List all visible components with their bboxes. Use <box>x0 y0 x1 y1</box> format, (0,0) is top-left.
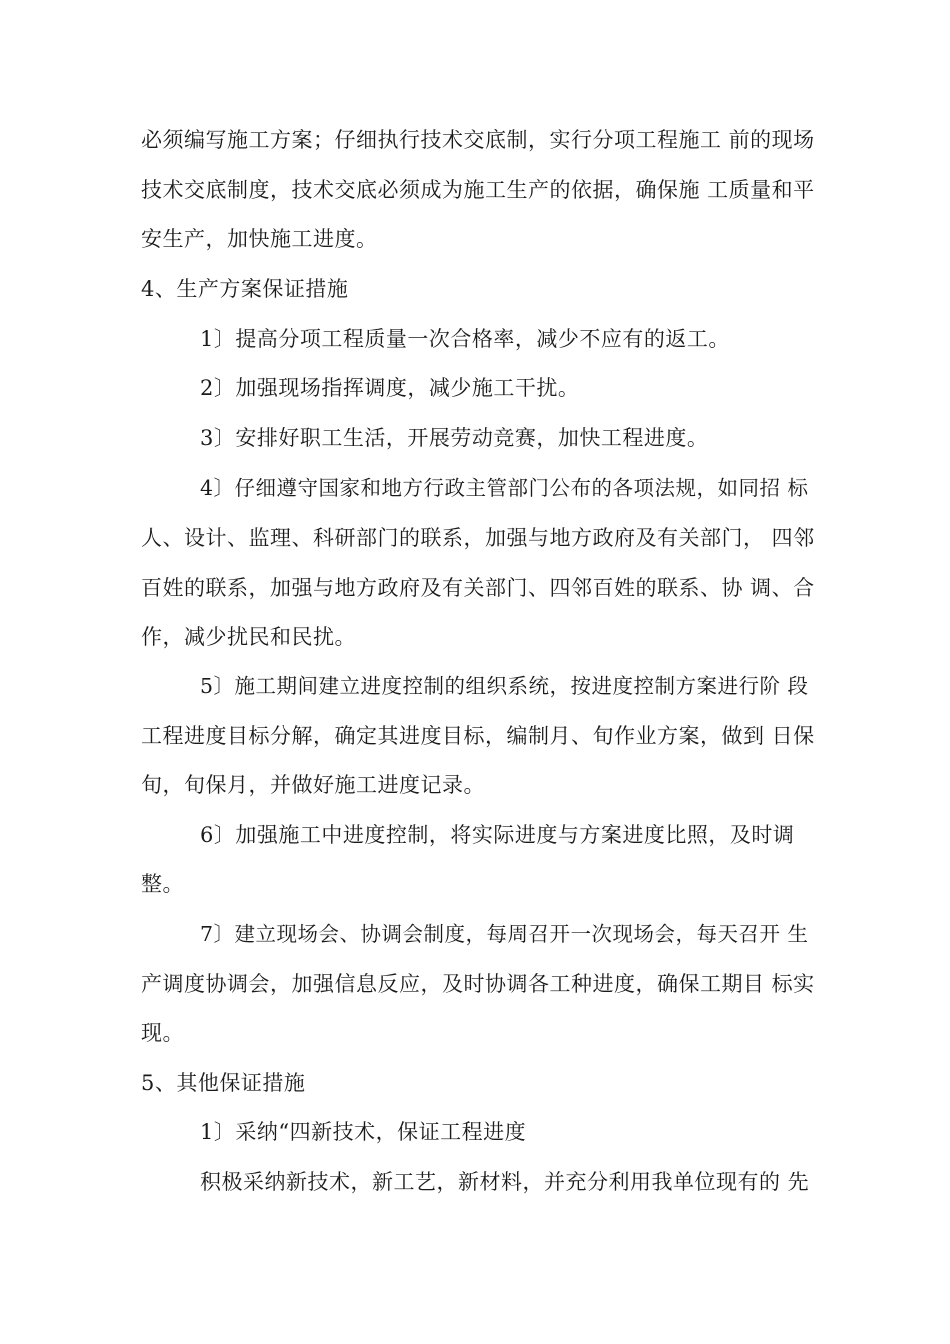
list-item: 7〕建立现场会、协调会制度，每周召开一次现场会，每天召开 生 <box>200 922 809 946</box>
section-heading: 4、生产方案保证措施 <box>141 277 349 301</box>
list-item: 1〕提高分项工程质量一次合格率，减少不应有的返工。 <box>200 327 730 351</box>
list-item: 4〕仔细遵守国家和地方行政主管部门公布的各项法规，如同招 标 <box>200 476 809 500</box>
list-item: 2〕加强现场指挥调度，减少施工干扰。 <box>200 376 580 400</box>
paragraph-line: 百姓的联系，加强与地方政府及有关部门、四邻百姓的联系、协 调、合 <box>141 576 815 600</box>
paragraph-line: 现。 <box>141 1021 184 1045</box>
paragraph-line: 安生产，加快施工进度。 <box>141 227 378 251</box>
list-item: 3〕安排好职工生活，开展劳动竞赛，加快工程进度。 <box>200 426 709 450</box>
paragraph-line: 必须编写施工方案；仔细执行技术交底制，实行分项工程施工 前的现场 <box>141 128 815 152</box>
paragraph-line: 旬，旬保月，并做好施工进度记录。 <box>141 773 485 797</box>
paragraph-line: 人、设计、监理、科研部门的联系，加强与地方政府及有关部门， 四邻 <box>141 526 815 550</box>
paragraph-line: 积极采纳新技术，新工艺，新材料，并充分利用我单位现有的 先 <box>200 1170 810 1194</box>
paragraph-line: 整。 <box>141 872 184 896</box>
list-item: 6〕加强施工中进度控制，将实际进度与方案进度比照，及时调 <box>200 823 795 847</box>
paragraph-line: 工程进度目标分解，确定其进度目标，编制月、旬作业方案，做到 日保 <box>141 724 815 748</box>
list-item: 5〕施工期间建立进度控制的组织系统，按进度控制方案进行阶 段 <box>200 674 809 698</box>
paragraph-line: 作，减少扰民和民扰。 <box>141 625 356 649</box>
section-heading: 5、其他保证措施 <box>141 1071 306 1095</box>
list-item: 1〕采纳“四新技术，保证工程进度 <box>200 1120 527 1144</box>
paragraph-line: 产调度协调会，加强信息反应，及时协调各工种进度，确保工期目 标实 <box>141 972 815 996</box>
paragraph-line: 技术交底制度，技术交底必须成为施工生产的依据，确保施 工质量和平 <box>141 178 815 202</box>
